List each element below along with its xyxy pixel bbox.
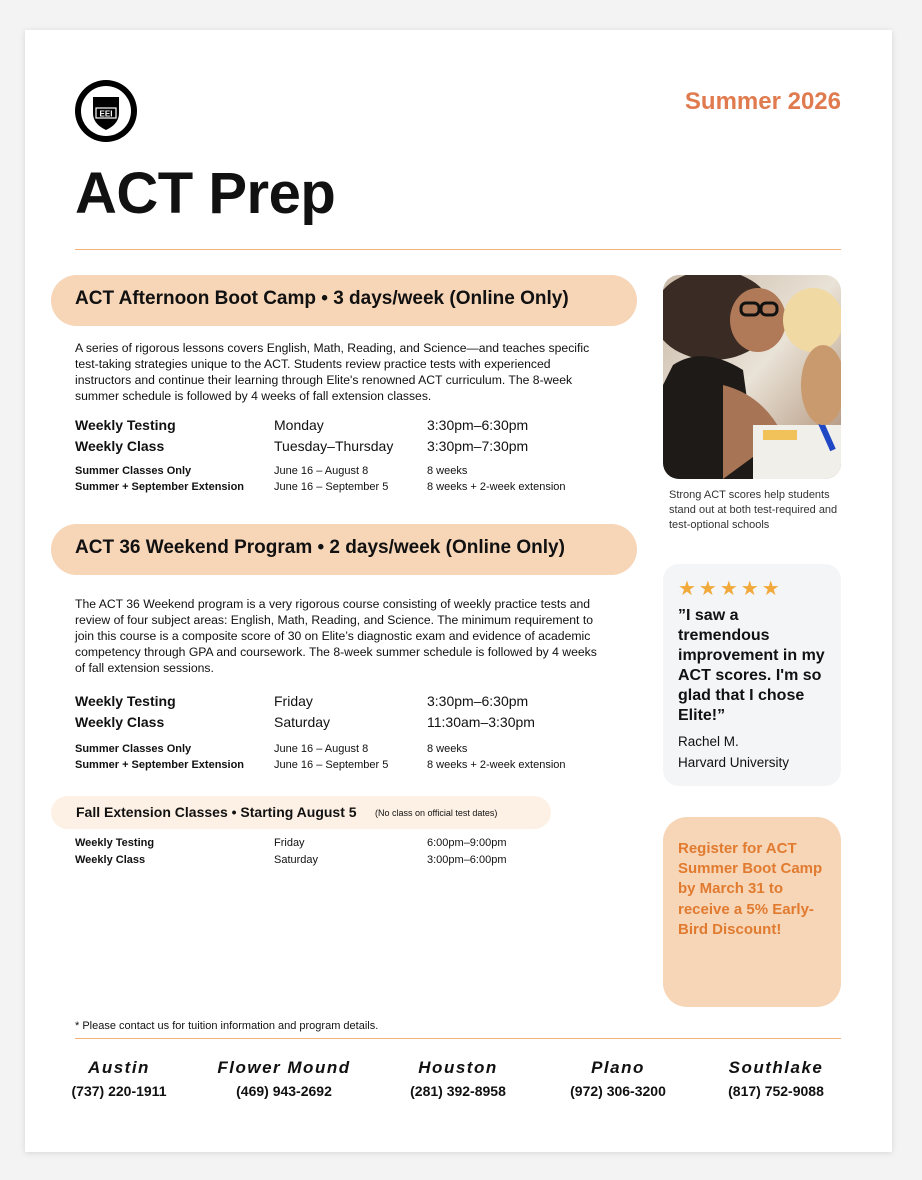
schedule-days: Saturday: [274, 714, 331, 730]
testimonial-name: Rachel M.: [678, 734, 739, 749]
location-plano: [533, 1058, 703, 1099]
option-length: 8 weeks + 2-week extension: [427, 759, 566, 771]
program2-description: The ACT 36 Weekend program is a very rigorous course consisting of weekly practice tests and review of four subject areas: English, Math, Reading, and Science. The minimum requirement to join this course is a composite score of 30 on Elite’s diagnostic exam and evidence of academic competency through GPA and coursework. The 8-week summer schedule is followed by 4 weeks of fall extension sessions.: [75, 597, 597, 675]
location-phone: (281) 392-8958: [410, 1083, 506, 1099]
testimonial-quote: ”I saw a tremendous improvement in my ACT scores. I'm so glad that I chose Elite!”: [678, 607, 825, 724]
schedule-row: [75, 417, 615, 438]
option-row: [75, 743, 615, 759]
location-austin: [34, 1058, 204, 1099]
fall-heading: Fall Extension Classes • Starting August 5: [76, 804, 357, 820]
early-bird-promo: [663, 817, 841, 1007]
location-city: Austin: [88, 1058, 150, 1077]
location-city: Plano: [591, 1058, 645, 1077]
program1-description: A series of rigorous lessons covers English, Math, Reading, and Science—and teaches specific test-taking strategies unique to the ACT. Students review practice tests with experienced instructors and continue their learning through Elite's renowned ACT curriculum. The 8-week summer schedule is followed by 4 weeks of fall extension classes.: [75, 341, 590, 403]
location-phone: (469) 943-2692: [236, 1083, 332, 1099]
option-row: [75, 759, 615, 775]
schedule-label: Weekly Class: [75, 714, 165, 730]
option-label: Summer + September Extension: [75, 759, 245, 771]
location-flower-mound: [199, 1058, 369, 1099]
location-houston: [373, 1058, 543, 1099]
schedule-time: 3:30pm–6:30pm: [427, 417, 529, 433]
location-city: Flower Mound: [217, 1058, 351, 1077]
schedule-row: [75, 693, 615, 714]
location-phone: (817) 752-9088: [728, 1083, 824, 1099]
schedule-time: 11:30am–3:30pm: [427, 714, 535, 730]
schedule-row: [75, 714, 615, 735]
schedule-days: Monday: [274, 417, 324, 433]
program1-heading-band: [51, 275, 637, 326]
logo-text: EEI: [99, 109, 113, 119]
shield-crest-icon: [75, 80, 137, 142]
page-title: ACT Prep: [75, 161, 336, 226]
students-studying-photo: [663, 275, 841, 479]
option-dates: June 16 – August 8: [274, 743, 369, 755]
option-length: 8 weeks: [427, 743, 468, 755]
option-label: Summer Classes Only: [75, 743, 192, 755]
schedule-time: 3:30pm–6:30pm: [427, 693, 529, 709]
photo-caption: Strong ACT scores help students stand out at both test-required and test-optional schools: [669, 489, 838, 531]
flyer-page: [25, 30, 892, 1152]
option-row: [75, 481, 615, 497]
location-southlake: [691, 1058, 861, 1099]
schedule-label: Weekly Testing: [75, 837, 155, 849]
schedule-time: 3:30pm–7:30pm: [427, 438, 529, 454]
program2-heading: ACT 36 Weekend Program • 2 days/week (Online Only): [75, 537, 565, 558]
option-row: [75, 465, 615, 481]
fall-heading-band: [51, 796, 551, 829]
footnote: * Please contact us for tuition information and program details.: [75, 1020, 379, 1032]
location-phone: (972) 306-3200: [570, 1083, 666, 1099]
program1-heading: ACT Afternoon Boot Camp • 3 days/week (Online Only): [75, 288, 569, 309]
schedule-days: Tuesday–Thursday: [274, 438, 394, 454]
option-label: Summer + September Extension: [75, 481, 245, 493]
testimonial-card: [663, 564, 841, 786]
schedule-label: Weekly Testing: [75, 417, 176, 433]
schedule-days: Saturday: [274, 854, 319, 866]
fall-schedule: [75, 837, 615, 871]
schedule-days: Friday: [274, 693, 313, 709]
testimonial-school: Harvard University: [678, 755, 790, 770]
divider: [75, 249, 841, 250]
fall-note: (No class on official test dates): [375, 808, 498, 818]
location-phone: (737) 220-1911: [71, 1083, 167, 1099]
option-label: Summer Classes Only: [75, 465, 192, 477]
option-dates: June 16 – August 8: [274, 465, 369, 477]
location-city: Southlake: [728, 1058, 824, 1077]
option-dates: June 16 – September 5: [274, 759, 389, 771]
rating-stars-icon: ★★★★★: [678, 578, 783, 600]
program2-schedule: [75, 693, 615, 775]
schedule-row: [75, 438, 615, 459]
option-length: 8 weeks + 2-week extension: [427, 481, 566, 493]
option-dates: June 16 – September 5: [274, 481, 389, 493]
schedule-time: 6:00pm–9:00pm: [427, 837, 507, 849]
promo-text: Register for ACT Summer Boot Camp by March 31 to receive a 5% Early-Bird Discount!: [678, 840, 823, 938]
schedule-label: Weekly Class: [75, 438, 165, 454]
schedule-days: Friday: [274, 837, 305, 849]
divider: [75, 1038, 841, 1039]
season-label: Summer 2026: [684, 88, 841, 115]
schedule-label: Weekly Class: [75, 854, 146, 866]
schedule-time: 3:00pm–6:00pm: [427, 854, 507, 866]
schedule-row: [75, 837, 615, 854]
program1-schedule: [75, 417, 615, 497]
schedule-label: Weekly Testing: [75, 693, 176, 709]
option-length: 8 weeks: [427, 465, 468, 477]
schedule-row: [75, 854, 615, 871]
location-city: Houston: [418, 1058, 498, 1077]
program2-heading-band: [51, 524, 637, 575]
